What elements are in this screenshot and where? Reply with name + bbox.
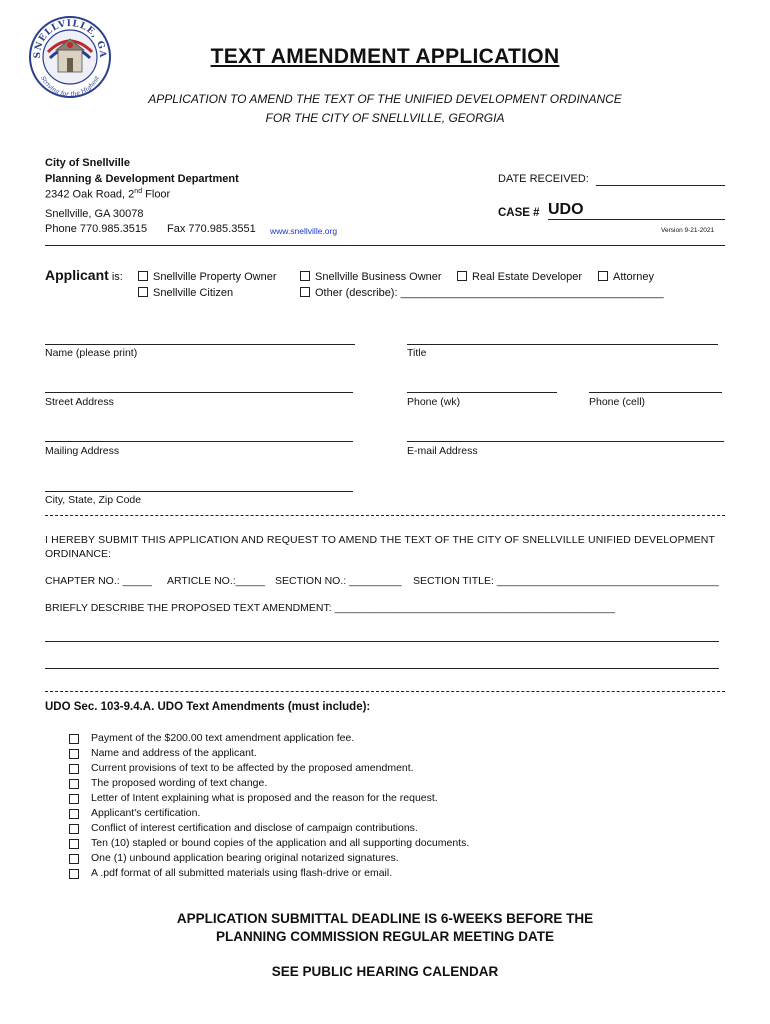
calendar-notice: SEE PUBLIC HEARING CALENDAR bbox=[271, 964, 499, 979]
deadline-line-1: APPLICATION SUBMITTAL DEADLINE IS 6-WEEKS BEFORE THE bbox=[176, 911, 594, 926]
applicant-is: is: bbox=[108, 271, 123, 283]
checkbox-icon[interactable] bbox=[69, 869, 79, 879]
checkbox-icon[interactable] bbox=[69, 854, 79, 864]
option-label: Attorney bbox=[613, 271, 654, 283]
street-field[interactable] bbox=[45, 392, 353, 393]
phone-wk-label: Phone (wk) bbox=[407, 396, 461, 408]
case-number-field[interactable] bbox=[548, 219, 725, 220]
phone-cell-field[interactable] bbox=[589, 392, 722, 393]
request-statement-2: ORDINANCE: bbox=[45, 548, 111, 560]
option-label: Snellville Business Owner bbox=[315, 271, 442, 283]
section-field[interactable]: SECTION NO.: _________ bbox=[275, 575, 402, 587]
option-property-owner[interactable] bbox=[138, 271, 277, 283]
checkbox-icon[interactable] bbox=[69, 839, 79, 849]
requirement-item: Conflict of interest certification and disclose of campaign contributions. bbox=[91, 822, 418, 834]
case-number-value[interactable]: UDO bbox=[548, 201, 584, 218]
checkbox-icon[interactable] bbox=[300, 271, 310, 281]
checkbox-icon[interactable] bbox=[138, 287, 148, 297]
street-text: 2342 Oak Road, 2 bbox=[45, 188, 135, 201]
date-received-field[interactable] bbox=[596, 185, 725, 186]
chapter-field[interactable]: CHAPTER NO.: _____ bbox=[45, 575, 152, 587]
option-business-owner[interactable] bbox=[300, 271, 442, 283]
name-field[interactable] bbox=[45, 344, 355, 345]
option-label: Snellville Property Owner bbox=[153, 271, 277, 283]
requirement-item: Current provisions of text to be affected by the proposed amendment. bbox=[91, 762, 414, 774]
checkbox-icon[interactable] bbox=[69, 779, 79, 789]
describe-line-2[interactable] bbox=[45, 641, 719, 642]
street-suffix: Floor bbox=[142, 188, 171, 201]
checkbox-icon[interactable] bbox=[69, 734, 79, 744]
city-state-zip-label: City, State, Zip Code bbox=[45, 494, 142, 506]
option-label: Other (describe): ___________________________________________ bbox=[315, 287, 664, 299]
city-state: Snellville, GA 30078 bbox=[45, 208, 144, 220]
checkbox-icon[interactable] bbox=[69, 824, 79, 834]
checkbox-icon[interactable] bbox=[598, 271, 608, 281]
article-field[interactable]: ARTICLE NO.:_____ bbox=[167, 575, 265, 587]
seal-text-top: SNELLVILLE, GA bbox=[32, 18, 108, 59]
applicant-label bbox=[45, 267, 123, 285]
deadline-line-2: PLANNING COMMISSION REGULAR MEETING DATE bbox=[215, 929, 554, 944]
email-field[interactable] bbox=[407, 441, 724, 442]
requirement-item: Applicant's certification. bbox=[91, 807, 201, 819]
mailing-label: Mailing Address bbox=[45, 445, 120, 457]
case-number-label: CASE # bbox=[498, 207, 540, 219]
version-label: Version 9-21-2021 bbox=[661, 227, 715, 234]
mailing-field[interactable] bbox=[45, 441, 353, 442]
phone-wk-field[interactable] bbox=[407, 392, 557, 393]
checkbox-icon[interactable] bbox=[300, 287, 310, 297]
title-label: Title bbox=[407, 347, 427, 359]
requirement-item: Letter of Intent explaining what is proposed and the reason for the request. bbox=[91, 792, 438, 804]
street-address bbox=[45, 188, 170, 201]
option-attorney[interactable] bbox=[598, 271, 654, 283]
option-developer[interactable] bbox=[457, 271, 582, 283]
requirements-heading: UDO Sec. 103-9.4.A. UDO Text Amendments (must include): bbox=[45, 701, 371, 713]
applicant-word: Applicant bbox=[45, 267, 109, 283]
requirement-item: Name and address of the applicant. bbox=[91, 747, 257, 759]
requirement-item: A .pdf format of all submitted materials using flash-drive or email. bbox=[91, 867, 393, 879]
section-title-field[interactable]: SECTION TITLE: ______________________________________ bbox=[413, 575, 719, 587]
subtitle-line-2: FOR THE CITY OF SNELLVILLE, GEORGIA bbox=[265, 111, 505, 125]
checkbox-icon[interactable] bbox=[69, 809, 79, 819]
checkbox-icon[interactable] bbox=[457, 271, 467, 281]
checkbox-icon[interactable] bbox=[138, 271, 148, 281]
page-title: TEXT AMENDMENT APPLICATION bbox=[210, 45, 560, 68]
option-label: Real Estate Developer bbox=[472, 271, 583, 283]
department-name: Planning & Development Department bbox=[45, 173, 239, 185]
describe-line-3[interactable] bbox=[45, 668, 719, 669]
request-statement-1: I HEREBY SUBMIT THIS APPLICATION AND REQUEST TO AMEND THE TEXT OF THE CITY OF SNELLVILLE UNIFIED DEVELOPMENT bbox=[45, 534, 716, 546]
city-state-zip-field[interactable] bbox=[45, 491, 353, 492]
option-other[interactable] bbox=[300, 287, 664, 299]
option-citizen[interactable] bbox=[138, 287, 233, 299]
requirement-item: One (1) unbound application bearing original notarized signatures. bbox=[91, 852, 399, 864]
seal-text-bottom: Striving for the Highest bbox=[39, 75, 101, 99]
checkbox-icon[interactable] bbox=[69, 764, 79, 774]
requirement-item: The proposed wording of text change. bbox=[91, 777, 268, 789]
fax-number: Fax 770.985.3551 bbox=[167, 223, 256, 235]
phone-number: Phone 770.985.3515 bbox=[45, 223, 148, 235]
date-received-label: DATE RECEIVED: bbox=[498, 173, 589, 185]
city-name: City of Snellville bbox=[45, 157, 130, 169]
street-label: Street Address bbox=[45, 396, 114, 408]
street-sup: nd bbox=[134, 188, 143, 195]
requirement-item: Payment of the $200.00 text amendment application fee. bbox=[91, 732, 355, 744]
checkbox-icon[interactable] bbox=[69, 794, 79, 804]
section-divider-2 bbox=[45, 691, 725, 692]
website-link[interactable]: www.snellville.org bbox=[270, 226, 338, 236]
section-divider-1 bbox=[45, 515, 725, 516]
name-label: Name (please print) bbox=[45, 347, 138, 359]
subtitle-line-1: APPLICATION TO AMEND THE TEXT OF THE UNIFIED DEVELOPMENT ORDINANCE bbox=[148, 92, 622, 106]
header-divider bbox=[45, 245, 725, 246]
checkbox-icon[interactable] bbox=[69, 749, 79, 759]
phone-cell-label: Phone (cell) bbox=[589, 396, 646, 408]
requirement-item: Ten (10) stapled or bound copies of the application and all supporting documents. bbox=[91, 837, 470, 849]
email-label: E-mail Address bbox=[407, 445, 478, 457]
title-field[interactable] bbox=[407, 344, 718, 345]
option-label: Snellville Citizen bbox=[153, 287, 234, 299]
describe-field[interactable]: BRIEFLY DESCRIBE THE PROPOSED TEXT AMENDMENT: ________________________________________________ bbox=[45, 602, 615, 614]
